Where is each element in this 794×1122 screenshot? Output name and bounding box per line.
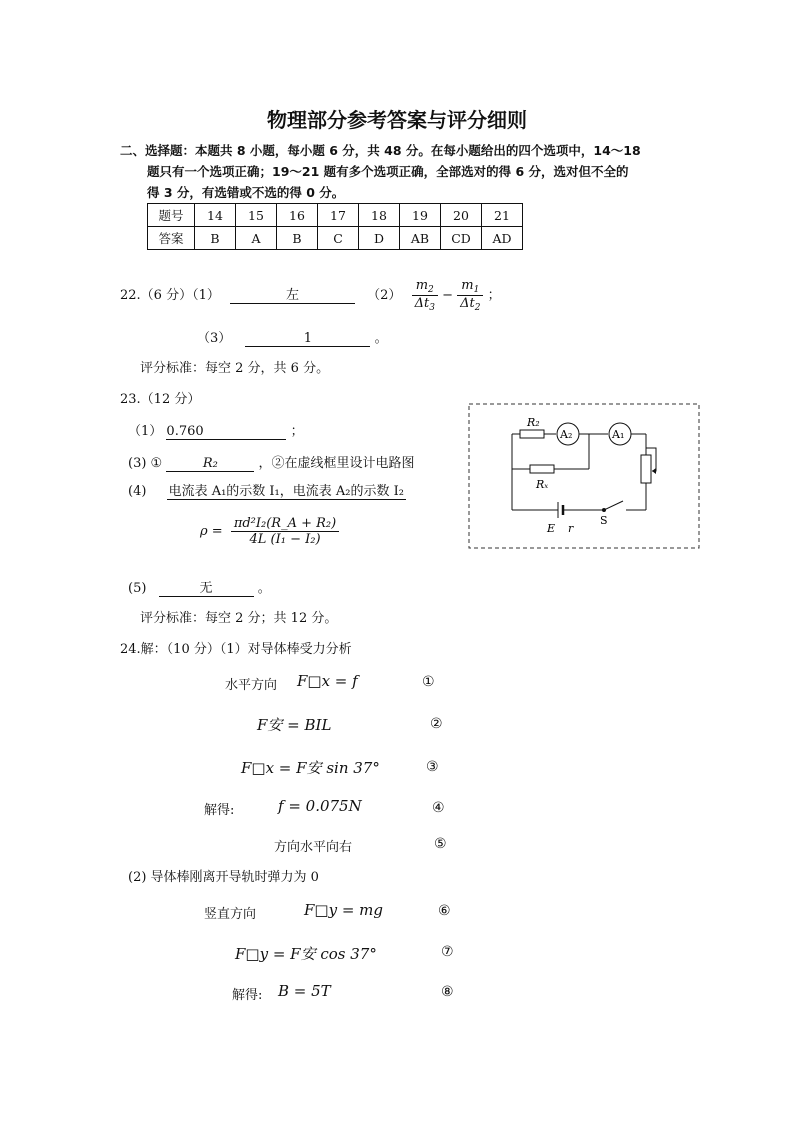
answer-table-wrap [147, 203, 523, 250]
q23-p5: (5) [128, 581, 147, 596]
label-a1: A₁ [612, 428, 625, 441]
q24-marker-5: ⑤ [434, 836, 447, 852]
q22-line1 [120, 278, 501, 313]
table-cell: A [236, 227, 277, 250]
table-cell: AD [482, 227, 523, 250]
label-a2: A₂ [560, 428, 573, 441]
q24-eq1-label: 水平方向 [225, 678, 278, 693]
q23-answer3: R₂ [166, 456, 254, 472]
rheostat [641, 455, 651, 483]
section2-line2: 题只有一个选项正确；19～21 题有多个选项正确，全部选对的得 6 分，选对但不全的 [147, 164, 629, 179]
label-r: r [568, 522, 574, 535]
table-cell: B [195, 227, 236, 250]
q24-eq1: F□x = f [297, 672, 358, 690]
table-cell: CD [441, 227, 482, 250]
q23-p1: （1） [128, 424, 163, 439]
table-cell: B [277, 227, 318, 250]
q24-marker-2: ② [430, 716, 443, 732]
q22-grading: 评分标准：每空 2 分，共 6 分。 [140, 361, 330, 376]
circuit-diagram [468, 403, 700, 549]
q22-fraction2: $\frac{m_1}{\Delta t_2}$ [457, 278, 483, 313]
q24-eq8: B = 5T [278, 982, 331, 1000]
q24-solve-label: 解得: [204, 803, 235, 818]
section2-line1: 二、选择题：本题共 8 小题，每小题 6 分，共 48 分。在每小题给出的四个选项中，14～18 [120, 143, 641, 158]
q23-p3: (3) ① [128, 456, 163, 471]
q23-line1 [128, 420, 304, 440]
q22-part2: （2） [367, 288, 402, 303]
q24-eq3: F□x = F安 sin 37° [241, 759, 380, 777]
q23-period: 。 [257, 581, 271, 596]
q24-part2: (2) 导体棒刚离开导轨时弹力为 0 [128, 870, 319, 885]
q23-p4: (4) [128, 484, 147, 499]
section2-line3: 得 3 分，有选错或不选的得 0 分。 [147, 185, 345, 200]
q24-marker-7: ⑦ [441, 944, 454, 960]
formula-denominator: 4L (I₁ − I₂) [249, 532, 321, 547]
table-header-cell: 答案 [148, 227, 195, 250]
label-r2: R₂ [527, 416, 540, 429]
q24-marker-1: ① [422, 674, 435, 690]
table-cell: D [359, 227, 400, 250]
q24-marker-8: ⑧ [441, 984, 454, 1000]
answer-table [147, 203, 523, 250]
q23-answer4: 电流表 A₁的示数 I₁，电流表 A₂的示数 I₂ [168, 484, 404, 499]
q24-eq6-label: 竖直方向 [204, 907, 257, 922]
q24-solve2-label: 解得: [232, 988, 263, 1003]
q23-head: 23.（12 分） [120, 392, 201, 407]
q22-minus: − [442, 288, 453, 303]
q24-eq2: F安 = BIL [257, 716, 332, 734]
q23-line3 [128, 452, 415, 472]
q24-marker-4: ④ [432, 800, 445, 816]
resistor-rx [530, 465, 554, 473]
q22-head: 22.（6 分）（1） [120, 288, 220, 303]
table-cell: 14 [195, 204, 236, 227]
q23-answer1: 0.760 [166, 424, 286, 440]
q24-eq7: F□y = F安 cos 37° [235, 945, 377, 963]
q22-period: 。 [374, 331, 388, 346]
resistor-r2 [520, 430, 544, 438]
formula-numerator: πd²I₂(R_A + R₂) [231, 516, 339, 532]
table-cell: C [318, 227, 359, 250]
q24-eq6: F□y = mg [304, 901, 383, 919]
table-cell: 15 [236, 204, 277, 227]
switch-lever [604, 501, 623, 510]
q24-eq4: f = 0.075N [278, 797, 362, 815]
q23-formula [200, 516, 339, 547]
q22-answer3: 1 [245, 331, 370, 347]
table-row-numbers [148, 204, 523, 227]
q23-line5 [128, 577, 271, 597]
page-title: 物理部分参考答案与评分细则 [267, 108, 527, 132]
q24-eq5: 方向水平向右 [274, 840, 353, 855]
q22-fraction1: $\frac{m_2}{\Delta t_3}$ [412, 278, 438, 313]
table-cell: 20 [441, 204, 482, 227]
label-s: S [600, 514, 608, 527]
q23-p3b: ，②在虚线框里设计电路图 [258, 456, 415, 471]
q23-answer5: 无 [159, 581, 254, 597]
label-e: E [547, 522, 556, 535]
table-header-cell: 题号 [148, 204, 195, 227]
q22-line2 [197, 327, 388, 347]
label-rx: Rₓ [536, 478, 549, 491]
table-cell: 19 [400, 204, 441, 227]
q22-answer1: 左 [230, 288, 355, 304]
q24-marker-6: ⑥ [438, 903, 451, 919]
q22-part3: （3） [197, 331, 232, 346]
table-row-answers [148, 227, 523, 250]
formula-fraction [231, 516, 339, 547]
table-cell: 16 [277, 204, 318, 227]
formula-lhs: ρ = [200, 524, 223, 539]
q24-head: 24.解：（10 分）（1）对导体棒受力分析 [120, 642, 352, 657]
table-cell: 18 [359, 204, 400, 227]
table-cell: AB [400, 227, 441, 250]
dashed-frame [469, 404, 699, 548]
q24-marker-3: ③ [426, 759, 439, 775]
q23-grading: 评分标准：每空 2 分；共 12 分。 [140, 611, 338, 626]
q23-line4 [128, 484, 406, 500]
table-cell: 17 [318, 204, 359, 227]
table-cell: 21 [482, 204, 523, 227]
q23-semicolon: ； [290, 424, 304, 439]
q22-semicolon: ； [487, 288, 501, 303]
